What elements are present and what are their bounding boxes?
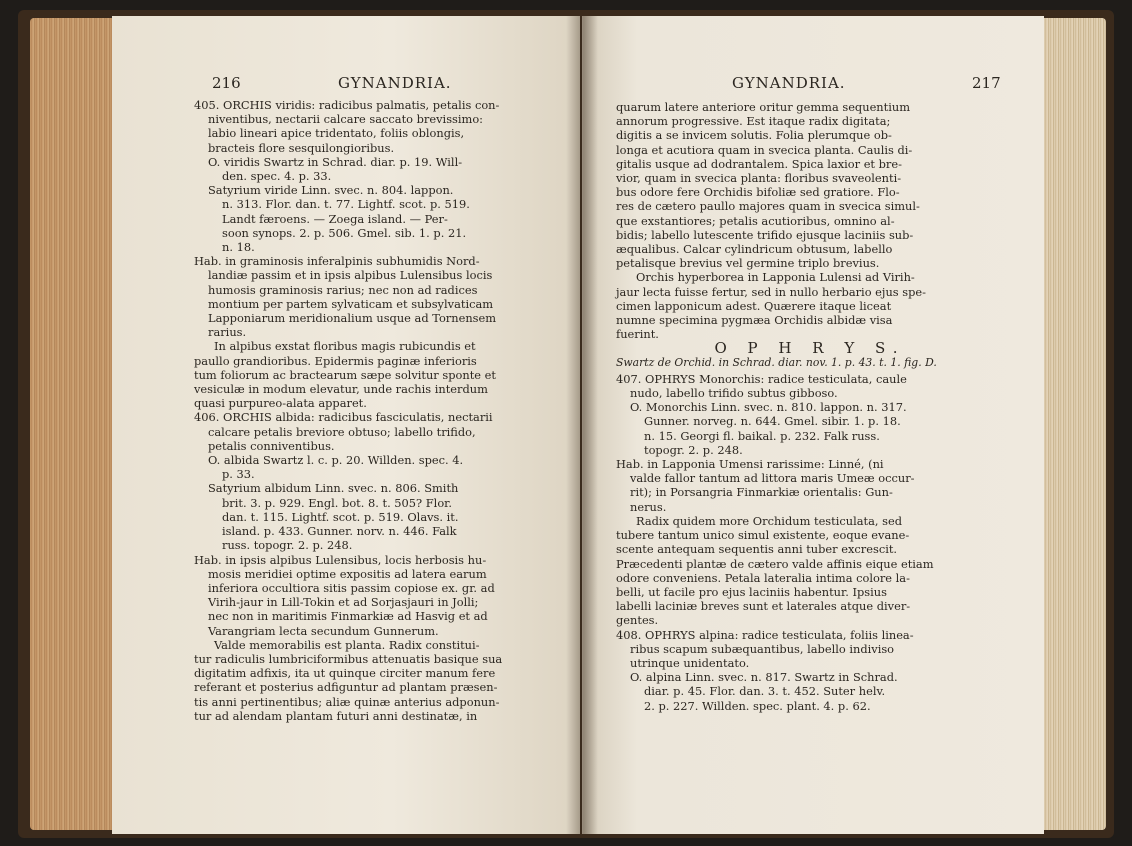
text-line: longa et acutiora quam in svecica planta. Caulis di-	[616, 142, 913, 157]
book-gutter	[566, 16, 598, 834]
text-line: Lapponiarum meridionalium usque ad Tornensem	[208, 311, 497, 326]
text-line: 405. ORCHIS viridis: radicibus palmatis, petalis con-	[194, 98, 500, 112]
text-line: gentes.	[616, 613, 659, 628]
text-line: 406. ORCHIS albida: radicibus fasciculatis, nectarii	[194, 410, 493, 425]
text-line: Hab. in Lapponia Umensi rarissime: Linné, (ni	[616, 457, 884, 472]
text-line: In alpibus exstat floribus magis rubicundis et	[214, 339, 476, 354]
text-line: cimen lapponicum adest. Quærere itaque liceat	[616, 298, 892, 313]
text-line: odore conveniens. Petala lateralia intima colore la-	[616, 570, 910, 585]
text-line: numne specimina pygmæa Orchidis albidæ visa	[616, 313, 893, 328]
text-line: nec non in maritimis Finmarkiæ ad Hasvig et ad	[208, 609, 488, 624]
text-line: landiæ passim et in ipsis alpibus Lulensibus locis	[208, 268, 493, 283]
left-page-edges	[30, 18, 112, 830]
text-line: montium per partem sylvaticam et subsylvaticam	[208, 296, 494, 311]
text-line: inferiora occultiora sitis passim copiose ex. gr. ad	[208, 580, 495, 595]
left-page	[112, 16, 580, 834]
text-line: fuerint.	[616, 327, 659, 342]
text-line: soon synops. 2. p. 506. Gmel. sib. 1. p. 21.	[222, 225, 467, 240]
text-line: tur radiculis lumbriciformibus attenuatis basique sua	[194, 651, 503, 666]
text-line: rit); in Porsangria Finmarkiæ orientalis: Gun-	[630, 485, 893, 500]
text-line: tum foliorum ac bractearum sæpe solvitur sponte et	[194, 367, 496, 382]
text-line: Varangriam lecta secundum Gunnerum.	[208, 623, 439, 638]
text-line: 408. OPHRYS alpina: radice testiculata, foliis linea-	[616, 627, 914, 642]
text-line: Satyrium viride Linn. svec. n. 804. lappon.	[208, 183, 454, 198]
text-line: tubere tantum unico simul existente, eoque evane-	[616, 528, 910, 543]
text-line: humosis graminosis rarius; nec non ad radices	[208, 282, 478, 297]
text-line: Valde memorabilis est planta. Radix constitui-	[214, 637, 480, 652]
text-line: petalisque brevius vel germine triplo brevius.	[616, 256, 880, 271]
text-line: Satyrium albidum Linn. svec. n. 806. Smith	[208, 481, 459, 496]
text-line: O. albida Swartz l. c. p. 20. Willden. spec. 4.	[208, 453, 464, 468]
text-line: tis anni pertinentibus; aliæ quinæ anterius adponun-	[194, 694, 500, 709]
right-page-edges	[1044, 18, 1106, 830]
text-line: petalis conniventibus.	[208, 438, 335, 453]
text-line: que exstantiores; petalis acutioribus, omnino al-	[616, 213, 895, 228]
text-line: referant et posterius adfiguntur ad plantam præsen-	[194, 680, 498, 695]
right-page	[582, 16, 1044, 834]
text-line: Hab. in graminosis inferalpinis subhumidis Nord-	[194, 254, 480, 269]
text-line: labio lineari apice tridentato, foliis oblongis,	[208, 126, 465, 141]
text-line: p. 33.	[222, 467, 255, 482]
text-line: ribus scapum subæquantibus, labello indiviso	[630, 641, 895, 656]
text-line: Orchis hyperborea in Lapponia Lulensi ad Virih-	[636, 270, 915, 285]
text-line: valde fallor tantum ad littora maris Umeæ occur-	[630, 471, 915, 486]
text-line: n. 15. Georgi fl. baikal. p. 232. Falk russ.	[644, 428, 880, 443]
text-line: Præcedenti plantæ de cætero valde affinis eique etiam	[616, 556, 934, 571]
text-line: paullo grandioribus. Epidermis paginæ inferioris	[194, 353, 477, 368]
right-page-text	[616, 100, 1004, 713]
text-line: O. Monorchis Linn. svec. n. 810. lappon. n. 317.	[630, 400, 907, 415]
text-line: scente antequam sequentis anni tuber excrescit.	[616, 542, 898, 557]
text-line: tur ad alendam plantam futuri anni destinatæ, in	[194, 708, 478, 723]
text-line: bidis; labello lutescente trifido ejusque laciniis sub-	[616, 227, 914, 242]
text-line: mosis meridiei optime expositis ad latera earum	[208, 566, 487, 581]
text-line: niventibus, nectarii calcare saccato brevissimo:	[208, 112, 484, 127]
text-line: digitis a se invicem solutis. Folia plerumque ob-	[616, 128, 892, 143]
page-number-left: 216	[212, 74, 241, 92]
text-line: O. viridis Swartz in Schrad. diar. p. 19. Will-	[208, 154, 463, 169]
text-line: belli, ut facile pro ejus laciniis habentur. Ipsius	[616, 584, 887, 599]
text-line: topogr. 2. p. 248.	[644, 442, 743, 457]
text-line: n. 313. Flor. dan. t. 77. Lightf. scot. p. 519.	[222, 197, 470, 212]
text-line: bus odore fere Orchidis bifoliæ sed gratiore. Flo-	[616, 185, 900, 200]
text-line: 407. OPHRYS Monorchis: radice testiculata, caule	[616, 371, 907, 386]
text-line: den. spec. 4. p. 33.	[222, 169, 332, 184]
text-line: Hab. in ipsis alpibus Lulensibus, locis herbosis hu-	[194, 552, 487, 567]
text-line: calcare petalis breviore obtuso; labello trifido,	[208, 424, 476, 439]
text-line: nudo, labello trifido subtus gibboso.	[630, 386, 838, 401]
text-line: n. 18.	[222, 240, 255, 255]
text-line: brit. 3. p. 929. Engl. bot. 8. t. 505? Flor.	[222, 495, 452, 510]
text-line: gitalis usque ad dodrantalem. Spica laxior et bre-	[616, 156, 902, 171]
text-line: rarius.	[208, 325, 247, 340]
text-line: 2. p. 227. Willden. spec. plant. 4. p. 62.	[644, 698, 871, 713]
text-line: labelli laciniæ breves sunt et laterales atque diver-	[616, 599, 911, 614]
text-line: vesiculæ in modum elevatur, unde rachis interdum	[194, 382, 488, 397]
text-line: annorum progressive. Est itaque radix digitata;	[616, 114, 891, 129]
text-line: bracteis flore sesquilongioribus.	[208, 140, 395, 155]
running-head-left: GYNANDRIA.	[338, 74, 452, 92]
running-head-right: GYNANDRIA.	[732, 74, 846, 92]
text-line: island. p. 433. Gunner. norv. n. 446. Falk	[222, 524, 457, 539]
text-line: russ. topogr. 2. p. 248.	[222, 538, 353, 553]
text-line: res de cætero paullo majores quam in svecica simul-	[616, 199, 920, 214]
text-line: diar. p. 45. Flor. dan. 3. t. 452. Suter helv.	[644, 684, 886, 699]
section-reference: Swartz de Orchid. in Schrad. diar. nov. 1. p. 43. t. 1. fig. D.	[616, 355, 937, 369]
text-line: dan. t. 115. Lightf. scot. p. 519. Olavs. it.	[222, 509, 459, 524]
text-line: O. alpina Linn. svec. n. 817. Swartz in Schrad.	[630, 670, 898, 685]
page-number-right: 217	[972, 74, 1001, 92]
text-line: Radix quidem more Orchidum testiculata, sed	[636, 513, 903, 528]
text-line: utrinque unidentato.	[630, 655, 750, 670]
section-title: O P H R Y S.	[714, 339, 906, 358]
text-line: digitatim adfixis, ita ut quinque circiter manum fere	[194, 666, 496, 681]
text-line: Virih-jaur in Lill-Tokin et ad Sorjasjauri in Jolli;	[208, 595, 479, 610]
left-page-text	[194, 98, 572, 723]
text-line: jaur lecta fuisse fertur, sed in nullo herbario ejus spe-	[616, 284, 926, 299]
text-line: vior, quam in svecica planta: floribus svaveolenti-	[616, 171, 902, 186]
text-line: Gunner. norveg. n. 644. Gmel. sibir. 1. p. 18.	[644, 414, 901, 429]
text-line: quasi purpureo-alata apparet.	[194, 396, 367, 411]
text-line: æqualibus. Calcar cylindricum obtusum, labello	[616, 242, 893, 257]
text-line: nerus.	[630, 499, 667, 514]
text-line: Landt færoens. — Zoega island. — Per-	[222, 211, 448, 226]
text-line: quarum latere anteriore oritur gemma sequentium	[616, 100, 910, 114]
